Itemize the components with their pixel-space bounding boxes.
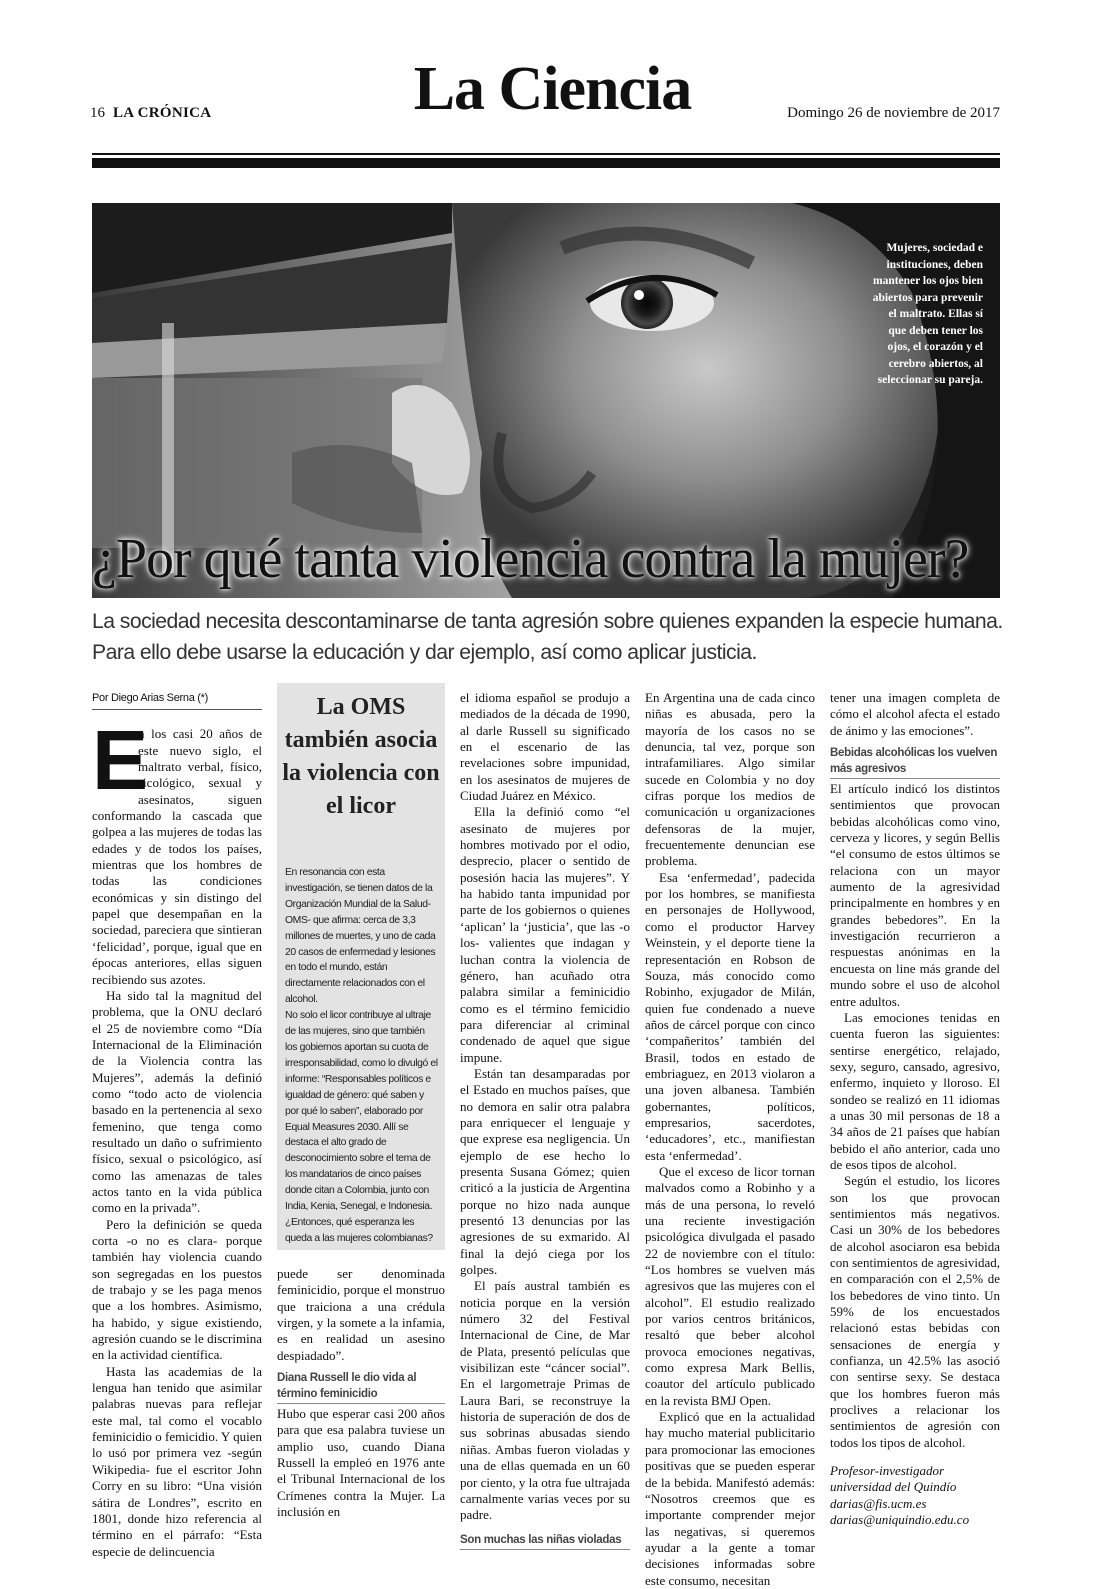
paragraph: Que el exceso de licor tornan malvados como a Robinho y a más de una persona, lo reveló una reciente investigación psicológica divulgada el pasado 22 de noviembre con el título: “Los hombres se vuelven más agresivos que las mujeres con el alcohol”. El estudio realizado por varios centros británicos, resaltó que beber alcohol provoca emociones negativas, como expresa Mark Bellis, coautor del artículo publicado en la revista BMJ Open. [645,1163,815,1408]
paragraph: Están tan desamparadas por el Estado en muchos países, que no demora en salir otra palabra para enriquecer el lenguaje y que exprese esa negligencia. Un ejemplo de ese hecho lo presenta Susana Gómez; quien criticó a la justicia de Argentina porque no hizo nada aunque presentó 13 denuncias por las agresiones de su exmarido. Al final la dejó ciega por los golpes. [460,1065,630,1278]
byline: Por Diego Arias Serna (*) [92,690,262,710]
page-number: 16 [90,105,105,121]
deck-line-2: Para ello debe usarse la educación y dar ejemplo, así como aplicar justicia. [92,641,757,664]
paragraph: En Argentina una de cada cinco niñas es abusada, pero la mayoría de los casos no se denuncia, tal vez, porque son intrafamiliares. Algo similar sucede en Colombia y no doy cifras porque los medios de comunicación u organizaciones defensoras de la mujer, frecuentemente denuncian ese problema. [645,690,815,869]
sidebar-box [277,683,445,1250]
paragraph: tener una imagen completa de cómo el alcohol afecta el estado de ánimo y las emociones”. [830,690,1000,738]
article-column-2 [277,1266,445,1520]
author-email[interactable]: darias@fis.ucm.es [830,1495,927,1511]
deck [92,606,1007,668]
paragraph: Hubo que esperar casi 200 años para que esa palabra tuviese un amplio uso, cuando Diana Russell la empleó en 1976 ante el Tribunal Internacional de los Crímenes contra la Mujer. La inclusión en [277,1406,445,1520]
paragraph: Explicó que en la actualidad hay mucho material publicitario para promocionar las emociones positivas que se pueden esperar de la bebida. Manifestó además: “Nosotros creemos que es importante comprender mejor las negativas, si queremos ayudar a la gente a tomar decisiones informadas sobre este consumo, necesitan [645,1409,815,1588]
sidebar-paragraph: En resonancia con esta investigación, se tienen datos de la Organización Mundial de la Salud- OMS- que afirma: cerca de 3,3 millones de muertes, y uno de cada 20 casos de enfermedad y lesiones en todo el mundo, están directamente relacionados con el alcohol. [285,867,436,1006]
publication-name: LA CRÓNICA [113,105,212,121]
deck-line-1: La sociedad necesita descontaminarse de tanta agresión sobre quienes expanden la especie humana. [92,610,1003,633]
sidebar-paragraph: No solo el licor contribuye al ultraje de las mujeres, sino que también los gobiernos aportan su cuota de irresponsabilidad, como lo divulgó el informe: “Responsables políticos e igualdad de género: qué saben y por qué lo saben”, elaborado por Equal Measures 2030. Allí se destaca el alto grado de desconocimiento sobre el tema de los mandatarios de cinco países donde citan a Colombia, junto con India, Kenia, Senegal, e Indonesia. ¿Entonces, qué esperanza les queda a las mujeres colombianas? [285,1010,438,1244]
author-signature [830,1463,1000,1528]
paragraph: puede ser denominada feminicidio, porque el monstruo que traiciona a una crédula virgen, y la somete a la infamia, es en realidad un asesino despiadado”. [277,1266,445,1363]
issue-date: Domingo 26 de noviembre de 2017 [787,105,1000,121]
paragraph: Las emociones tenidas en cuenta fueron las siguientes: sentirse energético, relajado, sexy, seguro, cansado, agresivo, enfermo, inquieto y lloroso. El sondeo se realizó en 11 idiomas a unas 30 mil personas de 18 a 34 años de 21 países que habían bebido el año anterior, cada uno de esos tipos de alcohol. [830,1009,1000,1172]
paragraph: Pero la definición se queda corta -o no es clara- porque también hay violencia cuando son segregadas en los puestos de trabajo y se les paga menos que a los hombres. Asimismo, ha habido, y sigue existiendo, agresión cuando se le discrimina en la actividad científica. [92,1216,262,1363]
article-column-4 [645,690,815,1589]
subheading: Bebidas alcohólicas los vuelven más agresivos [830,743,1000,779]
header-thin-rule [92,153,1000,155]
paragraph: El artículo indicó los distintos sentimientos que provocan bebidas alcohólicas como vino, cerveza y licores, y según Bellis “el consumo de estos últimos se relaciona con un mayor aumento de la agresividad principalmente en hombres y en grandes bebedores”. En la investigación recurrieron a respuestas anónimas en la encuesta on line más grande del mundo sobre el uso de alcohol entre adultos. [830,781,1000,1009]
paragraph: Según el estudio, los licores son los que provocan sentimientos más negativos. Casi un 30% de los bebedores de alcohol asociaron esa bebida con sentimientos de agresividad, en comparación con el 2,5% de los bebedores de vino tinto. Un 59% de los encuestados relacionó estas bebidas con sensaciones de energía y confianza, un 42.5% las asoció con sentirse sexy. Se destaca que los hombres fueron más proclives a relacionar los sentimientos de agresión con todos los tipos de alcohol. [830,1173,1000,1450]
paragraph: el idioma español se produjo a mediados de la década de 1990, al darle Russell su significado en el escenario de las revelaciones sobre impunidad, en los asesinatos de mujeres de Ciudad Juárez en México. [460,690,630,804]
drop-cap: E [92,713,149,808]
paragraph: E n los casi 20 años de este nuevo siglo, el maltrato verbal, físico, sicológico, sexual y asesinatos, siguen conformando la cascada que golpea a las mujeres de todas las edades y de todos los países, mientras que los hombres de todas las condiciones económicas y sin distingo del papel que desempañan en la sociedad, pareciera que sintieran ‘felicidad’, porque, igual que en épocas anteriores, ellas siguen recibiendo sus azotes. [92,713,262,987]
author-role: Profesor-investigador universidad del Quindío [830,1463,957,1495]
paragraph: El país austral también es noticia porque en la versión número 32 del Festival Internacional de Cine, de Mar de Plata, presentó películas que visibilizan este “cáncer social”. En el largometraje Primas de Laura Bari, se reconstruye la historia de superación de dos de sus sobrinas abusadas siendo niñas. Ambas fueron violadas y una de ellas quemada en un 60 por ciento, y la otra fue ultrajada carnalmente varias veces por su padre. [460,1278,631,1523]
paragraph: Ella la definió como “el asesinato de mujeres por hombres motivado por el odio, desprecio, placer o sentido de posesión hacia las mujeres”. Y ha habido tanta impunidad por parte de los gobiernos o quienes ‘aplican’ la ‘justicia’, que las -o los- valientes que indagan y luchan contra la violencia de género, han acuñado otra palabra similar a feminicidio como es el término femicidio para diferenciar al criminal condenado de aquel que sigue impune. [460,804,630,1065]
article-column-3 [460,690,630,1552]
subheading: Diana Russell le dio vida al término feminicidio [277,1368,445,1404]
author-email[interactable]: darias@uniquindio.edu.co [830,1512,970,1528]
paragraph: Ha sido tal la magnitud del problema, que la ONU declaró el 25 de noviembre como “Día Internacional de la Eliminación de la Violencia contra las Mujeres”, además la definió como “todo acto de violencia basado en la pertenencia al sexo femenino, que tenga como resultado un daño o sufrimiento físico, sexual o psicológico, así como las amenazas de tales actos tanto en la vida pública como en la privada”. [92,987,262,1216]
sidebar-title: La OMS también asocia la violencia con el licor [282,694,440,819]
page-folio [90,105,211,122]
header-thick-rule [92,158,1000,168]
sidebar-text [285,865,439,1247]
article-column-5 [830,690,1000,1529]
paragraph: Esa ‘enfermedad’, padecida por los hombres, se manifiesta en personajes de Hollywood, como el productor Harvey Weinstein, y el deporte tiene la representación en Robson de Souza, más conocido como Robinho, exjugador de Milán, quien fue condenado a nueve años de cárcel porque con cinco ‘compañeritos’ también del Brasil, todos en estado de embriaguez, en 2013 violaron a una joven albanesa. También gobernantes, políticos, empresarios, sacerdotes, ‘educadores’, etc., manifiestan esta ‘enfermedad’. [645,869,815,1163]
article-column-1 [92,690,262,1560]
subheading: Son muchas las niñas violadas [460,1530,630,1550]
headline: ¿Por qué tanta violencia contra la mujer? [92,528,969,590]
paragraph: Hasta las academias de la lengua han tenido que asimilar palabras nuevas para reflejar este mal, tal como el vocablo feminicidio o femicidio. Y quien lo usó por primera vez -según Wikipedia- fue el escritor John Corry en su libro: “Una visión sátira de Londres”, escrito en 1801, donde hizo referencia al término en el párrafo: “Esta especie de delincuencia [92,1363,262,1559]
section-title: La Ciencia [413,55,692,123]
photo-caption: Mujeres, sociedad e instituciones, deben mantener los ojos bien abiertos para prevenir el maltrato. Ellas sí que deben tener los ojos, el corazón y el cerebro abiertos, al seleccionar su pareja. [872,242,983,386]
